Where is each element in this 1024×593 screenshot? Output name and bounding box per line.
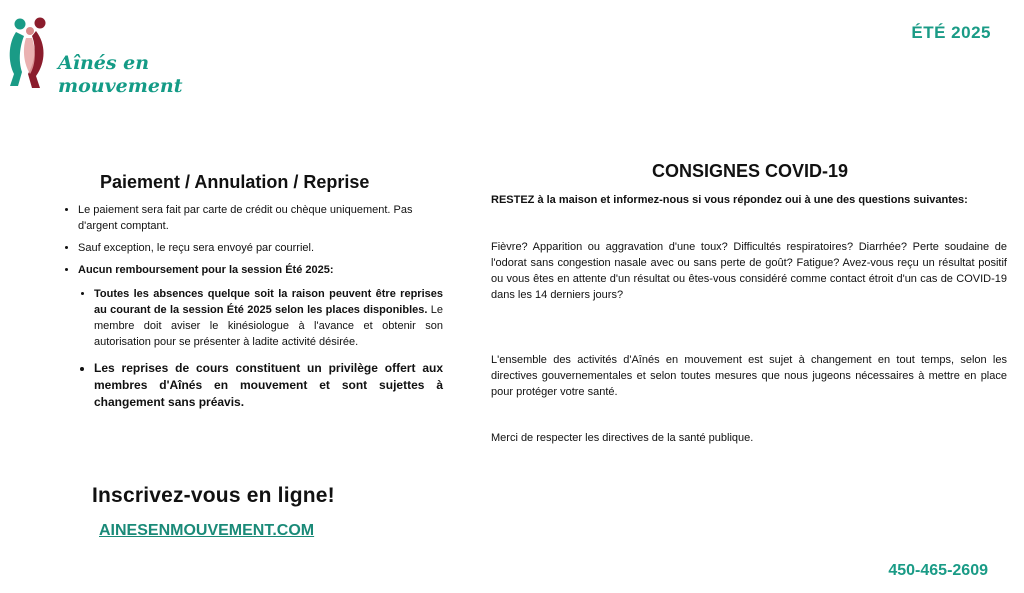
website-link[interactable]: AINESENMOUVEMENT.COM xyxy=(99,522,315,539)
logo xyxy=(6,14,183,97)
covid-title: CONSIGNES COVID-19 xyxy=(651,161,849,181)
list-item xyxy=(78,262,443,411)
payment-title: Paiement / Annulation / Reprise xyxy=(100,172,370,192)
covid-change-notice: L'ensemble des activités d'Aînés en mouvement est sujet à changement en tout temps, selon les directives gouvernementales et selon toutes mesures que nous jugeons nécessaires à mettre en place pour protéger votre santé. xyxy=(491,354,1007,398)
signup-heading: Inscrivez-vous en ligne! xyxy=(92,484,335,507)
covid-intro: RESTEZ à la maison et informez-nous si vous répondez oui à une des questions suivantes: xyxy=(491,194,968,206)
covid-questions: Fièvre? Apparition ou aggravation d'une toux? Difficultés respiratoires? Diarrhée? Perte soudaine de l'odorat sans congestion nasale avec ou sans perte de goût? Fatigue? Avez-vous reçu un résultat positif ou vous êtes en attente d'un résultat ou êtes-vous considéré comme contact étroit d'un cas de COVID-19 dans les 14 derniers jours? xyxy=(491,241,1007,301)
payment-item-text: Sauf exception, le reçu sera envoyé par courriel. xyxy=(78,242,315,254)
logo-figures-icon xyxy=(6,14,58,92)
list-item xyxy=(94,360,443,411)
payment-list xyxy=(62,202,443,421)
list-item xyxy=(78,202,443,234)
logo-text-line2: mouvement xyxy=(58,75,183,97)
season-label: ÉTÉ 2025 xyxy=(911,23,991,42)
list-item xyxy=(78,240,443,256)
list-item xyxy=(94,286,443,350)
sub-item-text: Le membre doit aviser le kinésiologue à l'avance et obtenir son autorisation pour se présenter à ladite activité désirée. xyxy=(94,304,443,348)
covid-thanks: Merci de respecter les directives de la santé publique. xyxy=(491,432,754,444)
payment-item-text: Aucun remboursement pour la session Été 2025: xyxy=(78,264,334,276)
covid-section xyxy=(491,192,1007,446)
logo-text xyxy=(58,52,183,98)
logo-text-line1: Aînés en xyxy=(58,52,150,74)
refund-sublist xyxy=(78,286,443,411)
payment-item-text: Le paiement sera fait par carte de crédit ou chèque uniquement. Pas d'argent comptant. xyxy=(78,204,413,232)
phone-number: 450-465-2609 xyxy=(888,562,988,579)
sub-item-bold: Toutes les absences quelque soit la raison peuvent être reprises au courant de la session Été 2025 selon les places disponibles. xyxy=(94,288,443,316)
sub-item-bold: Les reprises de cours constituent un privilège offert aux membres d'Aînés en mouvement et sont sujettes à changement sans préavis. xyxy=(94,361,443,409)
